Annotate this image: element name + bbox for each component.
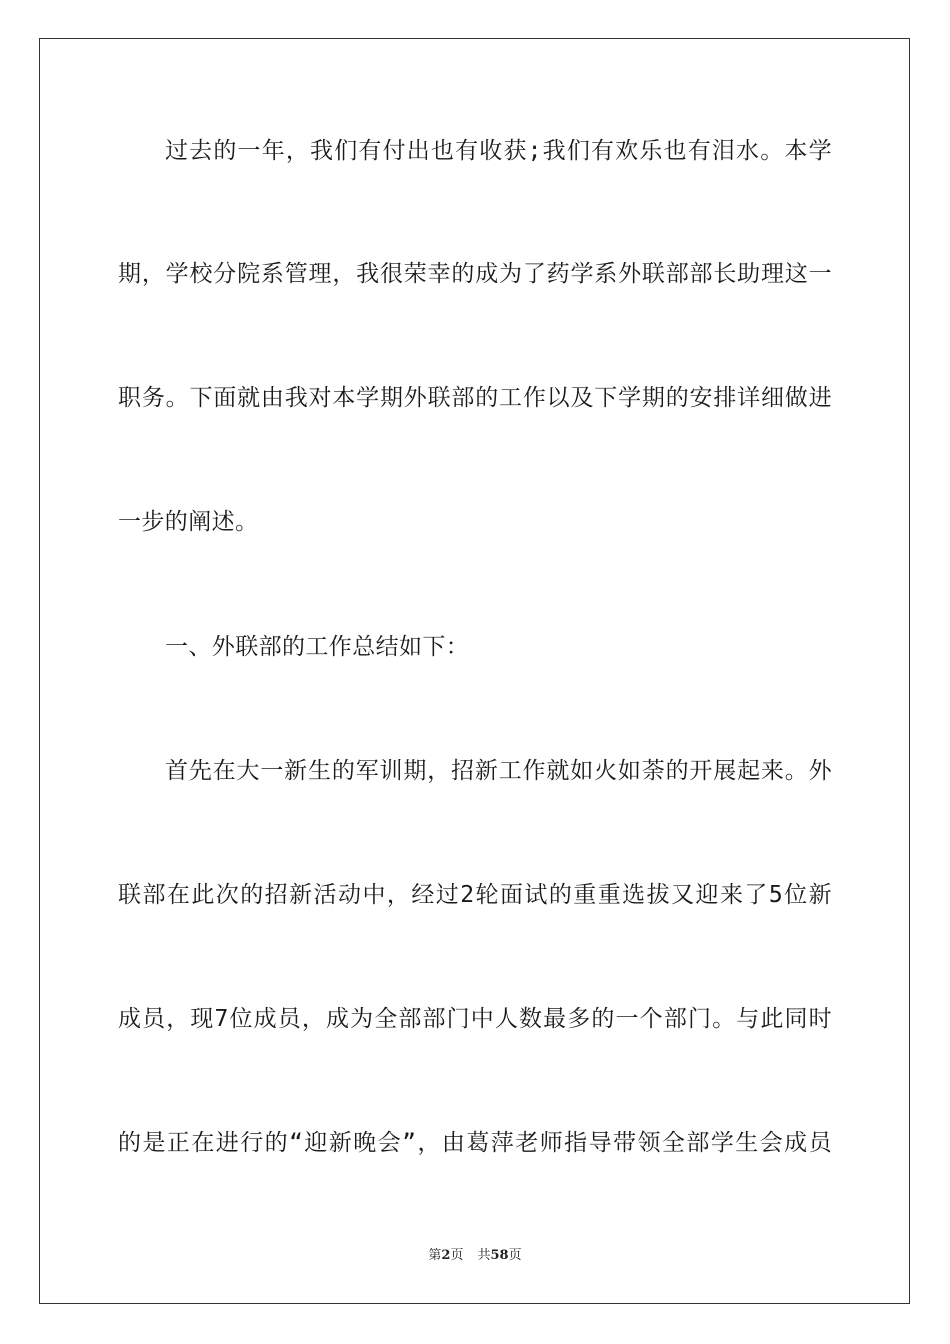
paragraph-line-8: 的是正在进行的“迎新晚会”，由葛萍老师指导带领全部学生会成员 bbox=[118, 1130, 832, 1156]
paragraph-line-1: 过去的一年，我们有付出也有收获;我们有欢乐也有泪水。本学 bbox=[165, 138, 832, 164]
paragraph-line-5: 首先在大一新生的军训期，招新工作就如火如荼的开展起来。外 bbox=[165, 758, 832, 784]
page-frame bbox=[39, 38, 910, 1304]
footer-page-number: 2 bbox=[441, 1248, 451, 1263]
page-footer bbox=[0, 1247, 950, 1265]
footer-total-pages: 58 bbox=[490, 1248, 509, 1263]
paragraph-line-3: 职务。下面就由我对本学期外联部的工作以及下学期的安排详细做进 bbox=[118, 385, 832, 411]
footer-page-suffix: 页 bbox=[450, 1248, 464, 1263]
section-heading: 一、外联部的工作总结如下： bbox=[165, 634, 470, 660]
paragraph-line-6: 联部在此次的招新活动中，经过2轮面试的重重选拔又迎来了5位新 bbox=[118, 882, 832, 908]
paragraph-line-2: 期，学校分院系管理，我很荣幸的成为了药学系外联部部长助理这一 bbox=[118, 261, 832, 287]
footer-total-suffix: 页 bbox=[508, 1248, 522, 1263]
paragraph-line-4: 一步的阐述。 bbox=[118, 509, 259, 535]
footer-page-prefix: 第 bbox=[428, 1248, 442, 1263]
paragraph-line-7: 成员，现7位成员，成为全部部门中人数最多的一个部门。与此同时 bbox=[118, 1006, 832, 1032]
footer-total-prefix: 共 bbox=[477, 1248, 491, 1263]
